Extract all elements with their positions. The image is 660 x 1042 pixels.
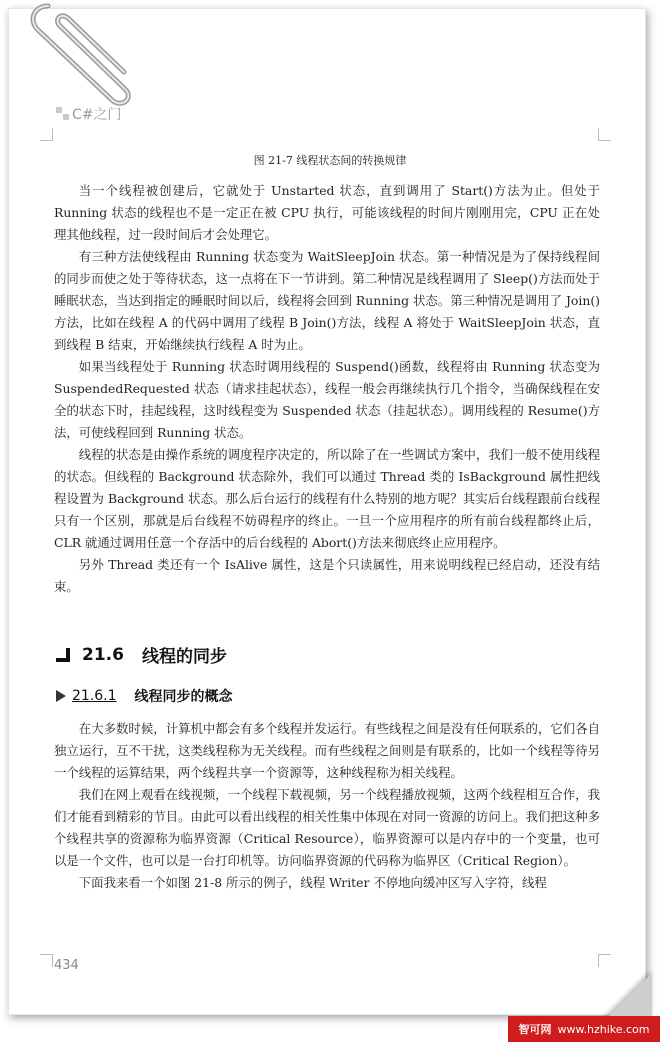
book-header — [56, 104, 122, 124]
section-number: 21.6 — [82, 644, 124, 665]
crop-mark — [598, 128, 611, 141]
watermark-url: www.hzhike.com — [557, 1022, 650, 1036]
body-text-top — [54, 180, 600, 598]
page-curl — [604, 973, 652, 1021]
section-title: 线程的同步 — [141, 647, 227, 667]
crop-mark — [40, 954, 53, 967]
subsection-heading — [56, 686, 233, 706]
figure-caption: 图 21-7 线程状态间的转换规律 — [253, 154, 407, 167]
watermark-brand: 智可网 — [518, 1023, 552, 1036]
paperclip-icon — [20, 0, 140, 110]
paragraph: 另外 Thread 类还有一个 IsAlive 属性，这是个只读属性，用来说明线程已经启动，还没有结束。 — [54, 557, 600, 594]
body-text-bottom — [54, 718, 600, 894]
crop-mark — [598, 954, 611, 967]
section-heading — [54, 642, 227, 667]
crop-mark — [40, 128, 53, 141]
site-watermark — [508, 1016, 660, 1042]
paragraph: 线程的状态是由操作系统的调度程序决定的，所以除了在一些调试方案中，我们一般不使用线程的状态。但线程的 Background 状态除外，我们可以通过 Thread 类的 IsBackground 属性把线程设置为 Background 状态。那么后台运行的线程有什么特别的地方呢？其实后台线程跟前台线程只有一个区别，那就是后台线程不妨碍程序的终止。一旦一个应用程序的所有前台线程都终止后，CLR 就通过调用任意一个存活中的后台线程的 Abort()方法来彻底终止应用程序。 — [54, 447, 600, 550]
paragraph: 下面我来看一个如图 21-8 所示的例子，线程 Writer 不停地向缓冲区写入字符，线程 — [78, 875, 547, 890]
paragraph: 如果当线程处于 Running 状态时调用线程的 Suspend()函数，线程将由 Running 状态变为 SuspendedRequested 状态（请求挂起状态），线程一般会再继续执行几个指令，当确保线程在安全的状态下时，挂起线程，这时线程变为 Suspended 状态（挂起状态）。调用线程的 Resume()方法，可使线程回到 Running 状态。 — [54, 359, 600, 440]
book-title: C#之门 — [72, 107, 122, 123]
logo-icon — [56, 107, 70, 121]
paragraph: 有三种方法使线程由 Running 状态变为 WaitSleepJoin 状态。第一种情况是为了保持线程间的同步而使之处于等待状态，这一点将在下一节讲到。第二种情况是线程调用了 Sleep()方法而处于睡眠状态，当达到指定的睡眠时间以后，线程将会回到 Running 状态。第三种情况是调用了 Join()方法，比如在线程 A 的代码中调用了线程 B Join()方法，线程 A 将处于 WaitSleepJoin 状态，直到线程 B 结束，开始继续执行线程 A 时为止。 — [54, 249, 600, 352]
section-arrow-icon — [54, 646, 72, 664]
paragraph: 我们在网上观看在线视频，一个线程下载视频，另一个线程播放视频，这两个线程相互合作，我们才能看到精彩的节目。由此可以看出线程的相关性集中体现在对同一资源的访问上。我们把这种多个线程共享的资源称为临界资源（Critical Resource），临界资源可以是内存中的一个变量，也可以是一个文件，也可以是一台打印机等。访问临界资源的代码称为临界区（Critical Region）。 — [54, 787, 600, 868]
paragraph: 当一个线程被创建后，它就处于 Unstarted 状态，直到调用了 Start()方法为止。但处于 Running 状态的线程也不是一定正在被 CPU 执行，可能该线程的时间片刚刚用完，CPU 正在处理其他线程，过一段时间后才会处理它。 — [54, 183, 600, 242]
paragraph: 在大多数时候，计算机中都会有多个线程并发运行。有些线程之间是没有任何联系的，它们各自独立运行，互不干扰，这类线程称为无关线程。而有些线程之间则是有联系的，比如一个线程等待另一个线程的运算结果，两个线程共享一个资源等，这种线程称为相关线程。 — [54, 721, 600, 780]
subsection-title: 线程同步的概念 — [134, 689, 233, 705]
page-number: 434 — [54, 958, 79, 973]
triangle-icon — [56, 690, 66, 702]
subsection-number: 21.6.1 — [72, 688, 117, 704]
